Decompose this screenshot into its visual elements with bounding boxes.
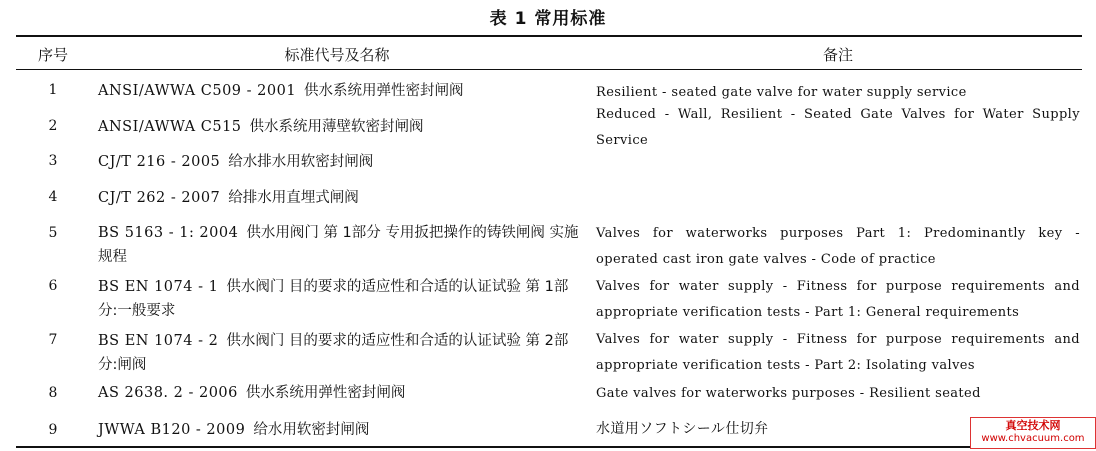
row-remark: Gate valves for waterworks purposes - Resilient seated xyxy=(596,386,981,401)
row-remark: Valves for water supply - Fitness for purpose requirements and appropriate verification tests - Part 2: Isolating valves xyxy=(596,332,1080,373)
standard-name: 给水排水用软密封闸阀 xyxy=(228,154,374,170)
row-number: 3 xyxy=(48,153,58,169)
table-row-standard xyxy=(98,275,580,323)
watermark-url: www.chvacuum.com xyxy=(981,433,1085,444)
row-number: 2 xyxy=(48,118,58,134)
row-remark: 水道用ソフトシール仕切弁 xyxy=(596,421,769,437)
table-row-standard xyxy=(98,186,580,210)
row-number: 5 xyxy=(48,225,58,241)
standard-code: ANSI/AWWA C509 - 2001 xyxy=(98,83,297,99)
table-header-rule xyxy=(16,69,1082,70)
standard-code: AS 2638. 2 - 2006 xyxy=(98,385,238,401)
standard-name: 供水系统用薄壁软密封闸阀 xyxy=(249,119,424,135)
standard-code: BS EN 1074 - 2 xyxy=(98,333,219,349)
standard-code: BS EN 1074 - 1 xyxy=(98,279,219,295)
header-standard: 标准代号及名称 xyxy=(284,46,390,64)
row-remark: Reduced - Wall, Resilient - Seated Gate Valves for Water Supply Service xyxy=(596,107,1080,148)
standard-name: 给水用软密封闸阀 xyxy=(253,422,370,438)
standard-name: 供水阀门 目的要求的适应性和合适的认证试验 第 1部分:一般要求 xyxy=(98,279,569,319)
table-row-standard xyxy=(98,221,580,269)
table-row-standard xyxy=(98,329,580,377)
standard-code: ANSI/AWWA C515 xyxy=(98,119,242,135)
header-remarks: 备注 xyxy=(822,46,853,64)
table-row-standard xyxy=(98,79,580,103)
row-number: 1 xyxy=(48,82,58,98)
table-row-standard xyxy=(98,381,580,405)
standard-code: CJ/T 262 - 2007 xyxy=(98,190,221,206)
table-top-rule xyxy=(16,35,1082,37)
row-number: 4 xyxy=(48,189,58,205)
row-remark: Valves for waterworks purposes Part 1: Predominantly key - operated cast iron gate valves - Code of practice xyxy=(596,226,1080,267)
table-row-standard xyxy=(98,418,580,442)
site-watermark xyxy=(970,417,1096,449)
table-bottom-rule xyxy=(16,446,1082,448)
standard-code: JWWA B120 - 2009 xyxy=(98,422,246,438)
table-row-standard xyxy=(98,150,580,174)
table-row-standard xyxy=(98,115,580,139)
standard-code: CJ/T 216 - 2005 xyxy=(98,154,221,170)
row-number: 9 xyxy=(48,422,58,438)
row-remark: Valves for water supply - Fitness for purpose requirements and appropriate verification tests - Part 1: General requirements xyxy=(596,279,1080,320)
standard-code: BS 5163 - 1: 2004 xyxy=(98,225,239,241)
standard-name: 供水阀门 目的要求的适应性和合适的认证试验 第 2部分:闸阀 xyxy=(98,333,569,373)
standard-name: 给排水用直埋式闸阀 xyxy=(228,190,359,206)
table-title: 表 1 常用标准 xyxy=(489,9,607,29)
row-number: 7 xyxy=(48,332,58,348)
standard-name: 供水用阀门 第 1部分 专用扳把操作的铸铁闸阀 实施规程 xyxy=(98,225,579,265)
row-remark: Resilient - seated gate valve for water supply service xyxy=(596,85,967,100)
row-number: 6 xyxy=(48,278,58,294)
watermark-title: 真空技术网 xyxy=(1005,419,1061,432)
standard-name: 供水系统用弹性密封闸阀 xyxy=(304,83,464,99)
row-number: 8 xyxy=(48,385,58,401)
standard-name: 供水系统用弹性密封闸阀 xyxy=(245,385,406,401)
header-number: 序号 xyxy=(37,46,68,64)
